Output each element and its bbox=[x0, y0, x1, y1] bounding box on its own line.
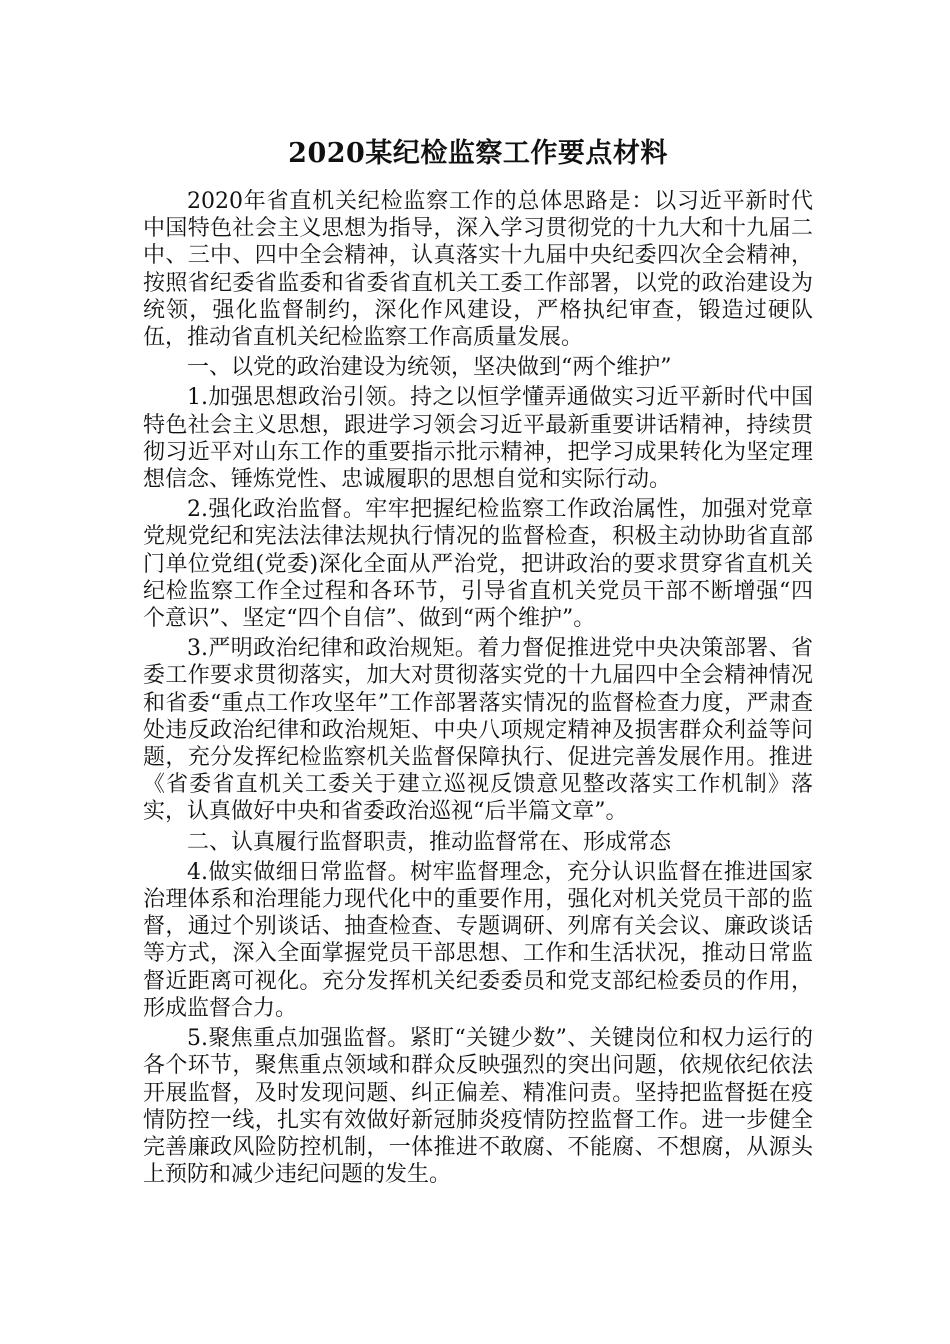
document-page bbox=[143, 132, 813, 1188]
intro-paragraph: 2020年省直机关纪检监察工作的总体思路是：以习近平新时代中国特色社会主义思想为指导，深入学习贯彻党的十九大和十九届二中、三中、四中全会精神，认真落实十九届中央纪委四次全会精神，按照省纪委省监委和省委省直机关工委工作部署，以党的政治建设为统领，强化监督制约，深化作风建设，严格执纪审查，锻造过硬队伍，推动省直机关纪检监察工作高质量发展。 bbox=[143, 189, 813, 351]
document-title: 2020某纪检监察工作要点材料 bbox=[288, 138, 668, 169]
section-heading-2: 二、认真履行监督职责，推动监督常在、形成常态 bbox=[187, 829, 672, 855]
item-paragraph-3: 3.严明政治纪律和政治规矩。着力督促推进党中央决策部署、省委工作要求贯彻落实，加大对贯彻落实党的十九届四中全会精神情况和省委“重点工作攻坚年”工作部署落实情况的监督检查力度，严肃查处违反政治纪律和政治规矩、中央八项规定精神及损害群众利益等问题，充分发挥纪检监察机关监督保障执行、促进完善发展作用。推进《省委省直机关工委关于建立巡视反馈意见整改落实工作机制》落实，认真做好中央和省委政治巡视“后半篇文章”。 bbox=[143, 636, 813, 825]
section-heading-1: 一、以党的政治建设为统领，坚决做到“两个维护” bbox=[187, 355, 672, 381]
item-paragraph-5: 5.聚焦重点加强监督。紧盯“关键少数”、关键岗位和权力运行的各个环节，聚焦重点领域和群众反映强烈的突出问题，依规依纪依法开展监督，及时发现问题、纠正偏差、精准问责。坚持把监督挺在疫情防控一线，扎实有效做好新冠肺炎疫情防控监督工作。进一步健全完善廉政风险防控机制，一体推进不敢腐、不能腐、不想腐，从源头上预防和减少违纪问题的发生。 bbox=[143, 1026, 813, 1188]
item-paragraph-2: 2.强化政治监督。牢牢把握纪检监察工作政治属性，加强对党章党规党纪和宪法法律法规执行情况的监督检查，积极主动协助省直部门单位党组(党委)深化全面从严治党，把讲政治的要求贯穿省直机关纪检监察工作全过程和各环节，引导省直机关党员干部不断增强“四个意识”、坚定“四个自信”、做到“两个维护”。 bbox=[143, 497, 813, 632]
item-paragraph-4: 4.做实做细日常监督。树牢监督理念，充分认识监督在推进国家治理体系和治理能力现代化中的重要作用，强化对机关党员干部的监督，通过个别谈话、抽查检查、专题调研、列席有关会议、廉政谈话等方式，深入全面掌握党员干部思想、工作和生活状况，推动日常监督近距离可视化。充分发挥机关纪委委员和党支部纪检委员的作用，形成监督合力。 bbox=[143, 859, 813, 1021]
item-paragraph-1: 1.加强思想政治引领。持之以恒学懂弄通做实习近平新时代中国特色社会主义思想，跟进学习领会习近平最新重要讲话精神，持续贯彻习近平对山东工作的重要指示批示精神，把学习成果转化为坚定理想信念、锤炼党性、忠诚履职的思想自觉和实际行动。 bbox=[143, 385, 813, 493]
